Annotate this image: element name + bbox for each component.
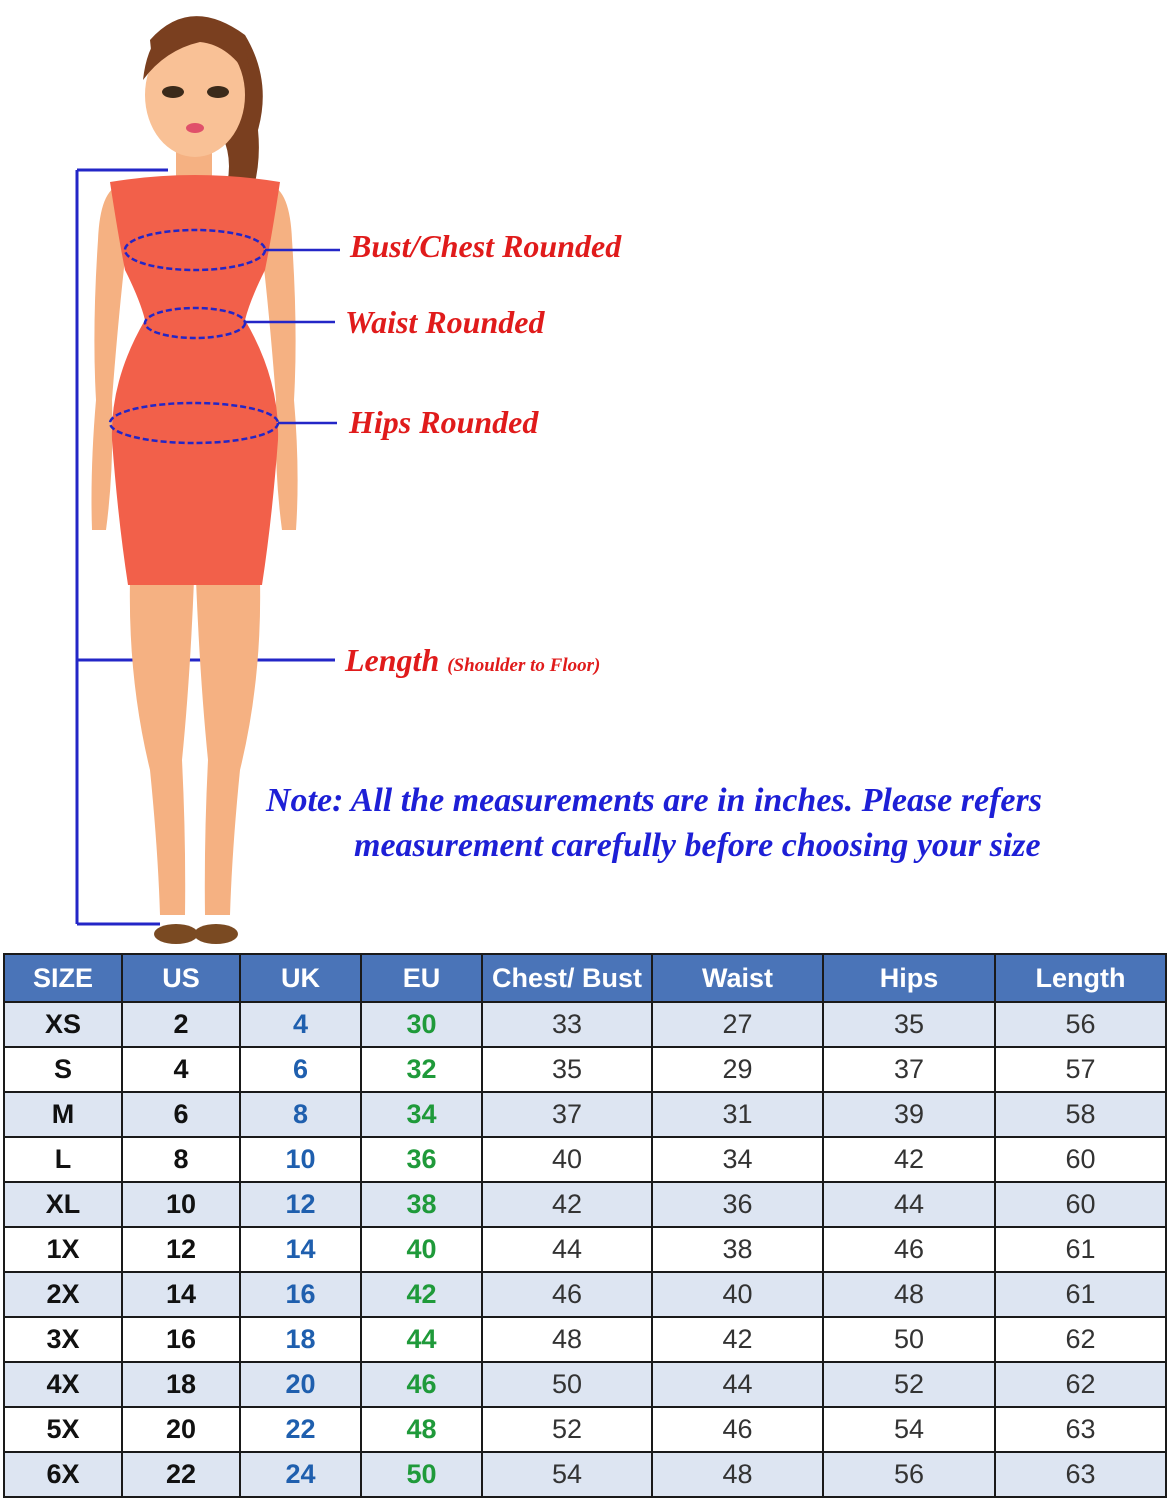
table-cell: 14 [240, 1227, 361, 1272]
table-row [4, 1182, 1166, 1227]
table-cell: 37 [823, 1047, 995, 1092]
table-cell: 8 [122, 1137, 240, 1182]
table-cell: S [4, 1047, 122, 1092]
table-cell: 48 [361, 1407, 482, 1452]
table-row [4, 1407, 1166, 1452]
dress-shape [110, 175, 280, 585]
table-cell: 48 [823, 1272, 995, 1317]
table-cell: 30 [361, 1002, 482, 1047]
length-label-note: (Shoulder to Floor) [447, 655, 601, 676]
table-cell: 10 [240, 1137, 361, 1182]
table-cell: 48 [652, 1452, 823, 1497]
table-cell: 37 [482, 1092, 652, 1137]
table-cell: 62 [995, 1317, 1166, 1362]
column-header: Hips [823, 954, 995, 1002]
table-cell: M [4, 1092, 122, 1137]
table-cell: 35 [482, 1047, 652, 1092]
table-row [4, 1137, 1166, 1182]
length-label-text: Length [345, 642, 440, 678]
table-cell: 32 [361, 1047, 482, 1092]
table-cell: 40 [482, 1137, 652, 1182]
table-cell: 36 [652, 1182, 823, 1227]
table-cell: 29 [652, 1047, 823, 1092]
length-label [345, 642, 600, 679]
table-cell: 42 [823, 1137, 995, 1182]
table-cell: 38 [652, 1227, 823, 1272]
table-cell: 12 [122, 1227, 240, 1272]
table-row [4, 1317, 1166, 1362]
table-cell: 60 [995, 1182, 1166, 1227]
table-cell: 36 [361, 1137, 482, 1182]
table-cell: 4 [122, 1047, 240, 1092]
column-header: Length [995, 954, 1166, 1002]
table-cell: 39 [823, 1092, 995, 1137]
table-row [4, 1362, 1166, 1407]
table-cell: 50 [482, 1362, 652, 1407]
table-cell: 46 [823, 1227, 995, 1272]
table-cell: 44 [361, 1317, 482, 1362]
table-cell: L [4, 1137, 122, 1182]
table-header-row [4, 954, 1166, 1002]
table-cell: 54 [482, 1452, 652, 1497]
column-header: SIZE [4, 954, 122, 1002]
table-row [4, 1227, 1166, 1272]
table-cell: 4 [240, 1002, 361, 1047]
table-cell: 52 [482, 1407, 652, 1452]
table-cell: 44 [823, 1182, 995, 1227]
table-cell: XS [4, 1002, 122, 1047]
table-cell: 27 [652, 1002, 823, 1047]
column-header: UK [240, 954, 361, 1002]
table-cell: 57 [995, 1047, 1166, 1092]
column-header: Waist [652, 954, 823, 1002]
table-cell: 4X [4, 1362, 122, 1407]
table-cell: 56 [823, 1452, 995, 1497]
table-row [4, 1047, 1166, 1092]
table-row [4, 1452, 1166, 1497]
table-cell: 61 [995, 1227, 1166, 1272]
size-chart-table [3, 953, 1167, 1498]
table-cell: 8 [240, 1092, 361, 1137]
table-cell: 1X [4, 1227, 122, 1272]
table-cell: 3X [4, 1317, 122, 1362]
table-cell: 54 [823, 1407, 995, 1452]
note-line-2: measurement carefully before choosing your size [354, 827, 1041, 864]
table-cell: 40 [361, 1227, 482, 1272]
table-row [4, 1002, 1166, 1047]
table-cell: 38 [361, 1182, 482, 1227]
table-row [4, 1272, 1166, 1317]
table-cell: 42 [652, 1317, 823, 1362]
bust-label: Bust/Chest Rounded [350, 228, 622, 264]
table-cell: 18 [122, 1362, 240, 1407]
table-cell: 12 [240, 1182, 361, 1227]
table-cell: 14 [122, 1272, 240, 1317]
column-header: EU [361, 954, 482, 1002]
table-cell: 2 [122, 1002, 240, 1047]
table-cell: 22 [122, 1452, 240, 1497]
table-cell: 31 [652, 1092, 823, 1137]
table-cell: 18 [240, 1317, 361, 1362]
table-cell: 60 [995, 1137, 1166, 1182]
table-body [4, 1002, 1166, 1497]
table-cell: 52 [823, 1362, 995, 1407]
table-cell: 33 [482, 1002, 652, 1047]
table-cell: 22 [240, 1407, 361, 1452]
table-cell: 58 [995, 1092, 1166, 1137]
table-cell: 24 [240, 1452, 361, 1497]
table-cell: 6 [240, 1047, 361, 1092]
table-cell: 6 [122, 1092, 240, 1137]
table-cell: 42 [482, 1182, 652, 1227]
table-cell: 48 [482, 1317, 652, 1362]
table-cell: 50 [361, 1452, 482, 1497]
table-cell: 35 [823, 1002, 995, 1047]
table-row [4, 1092, 1166, 1137]
table-cell: 10 [122, 1182, 240, 1227]
waist-label: Waist Rounded [345, 304, 545, 340]
table-cell: 46 [361, 1362, 482, 1407]
table-cell: 50 [823, 1317, 995, 1362]
column-header: US [122, 954, 240, 1002]
table-cell: 44 [482, 1227, 652, 1272]
table-cell: 46 [482, 1272, 652, 1317]
table-cell: 16 [240, 1272, 361, 1317]
note-line-1: Note: All the measurements are in inches. Please refers [266, 782, 1042, 819]
table-cell: 62 [995, 1362, 1166, 1407]
table-cell: 61 [995, 1272, 1166, 1317]
table-cell: 46 [652, 1407, 823, 1452]
table-cell: 5X [4, 1407, 122, 1452]
table-cell: 16 [122, 1317, 240, 1362]
table-cell: 20 [122, 1407, 240, 1452]
table-cell: 40 [652, 1272, 823, 1317]
table-cell: XL [4, 1182, 122, 1227]
table-cell: 20 [240, 1362, 361, 1407]
table-cell: 63 [995, 1407, 1166, 1452]
table-cell: 63 [995, 1452, 1166, 1497]
table-cell: 42 [361, 1272, 482, 1317]
table-cell: 2X [4, 1272, 122, 1317]
table-cell: 34 [652, 1137, 823, 1182]
table-cell: 44 [652, 1362, 823, 1407]
table-cell: 34 [361, 1092, 482, 1137]
table-cell: 6X [4, 1452, 122, 1497]
table-cell: 56 [995, 1002, 1166, 1047]
hips-label: Hips Rounded [349, 404, 539, 440]
column-header: Chest/ Bust [482, 954, 652, 1002]
